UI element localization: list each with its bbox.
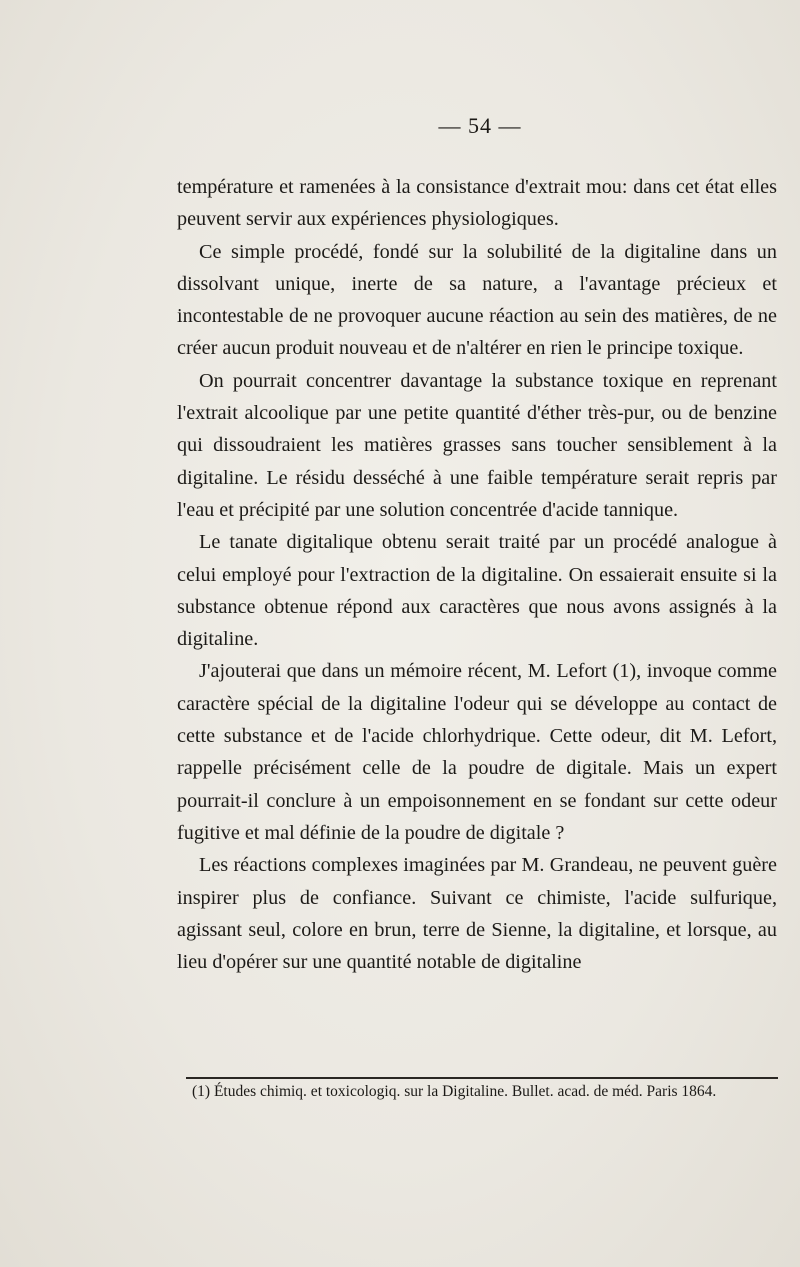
body-text (177, 171, 777, 978)
paragraph-2: Ce simple procédé, fondé sur la solubilité de la digitaline dans un dissolvant unique, inerte de sa nature, a l'avantage précieux et incontestable de ne provoquer aucune réaction au sein des matières, de ne créer aucun produit nouveau et de n'altérer en rien le principe toxique. (177, 240, 777, 360)
paragraph-5: J'ajouterai que dans un mémoire récent, M. Lefort (1), invoque comme caractère spécial de la digitaline l'odeur qui se développe au contact de cette substance et de l'acide chlorhydrique. Cette odeur, dit M. Lefort, rappelle précisément celle de la poudre de digitale. Mais un expert pourrait-il conclure à un empoisonnement en se fondant sur cette odeur fugitive et mal définie de la poudre de digitale ? (177, 660, 777, 844)
paragraph-6: Les réactions complexes imaginées par M. Grandeau, ne peuvent guère inspirer plus de confiance. Suivant ce chimiste, l'acide sulfurique, agissant seul, colore en brun, terre de Sienne, la digitaline, et lorsque, au lieu d'opérer sur une quantité notable de digitaline (177, 854, 777, 974)
page-number: — 54 — (438, 113, 522, 138)
footnote-text: (1) Études chimiq. et toxicologiq. sur la Digitaline. Bullet. acad. de méd. Paris 1864. (192, 1083, 717, 1100)
footnote (182, 1083, 778, 1100)
paragraph-4: Le tanate digitalique obtenu serait traité par un procédé analogue à celui employé pour l'extraction de la digitaline. On essaierait ensuite si la substance obtenue répond aux caractères que nous avons assignés à la digitaline. (177, 531, 777, 651)
paragraph-1: température et ramenées à la consistance d'extrait mou: dans cet état elles peuvent servir aux expériences physiologiques. (177, 176, 777, 231)
footnote-divider (186, 1077, 778, 1079)
paragraph-3: On pourrait concentrer davantage la substance toxique en reprenant l'extrait alcoolique par une petite quantité d'éther très-pur, ou de benzine qui dissoudraient les matières grasses sans toucher sensiblement à la digitaline. Le résidu desséché à une faible température serait repris par l'eau et précipité par une solution concentrée d'acide tannique. (177, 369, 777, 521)
